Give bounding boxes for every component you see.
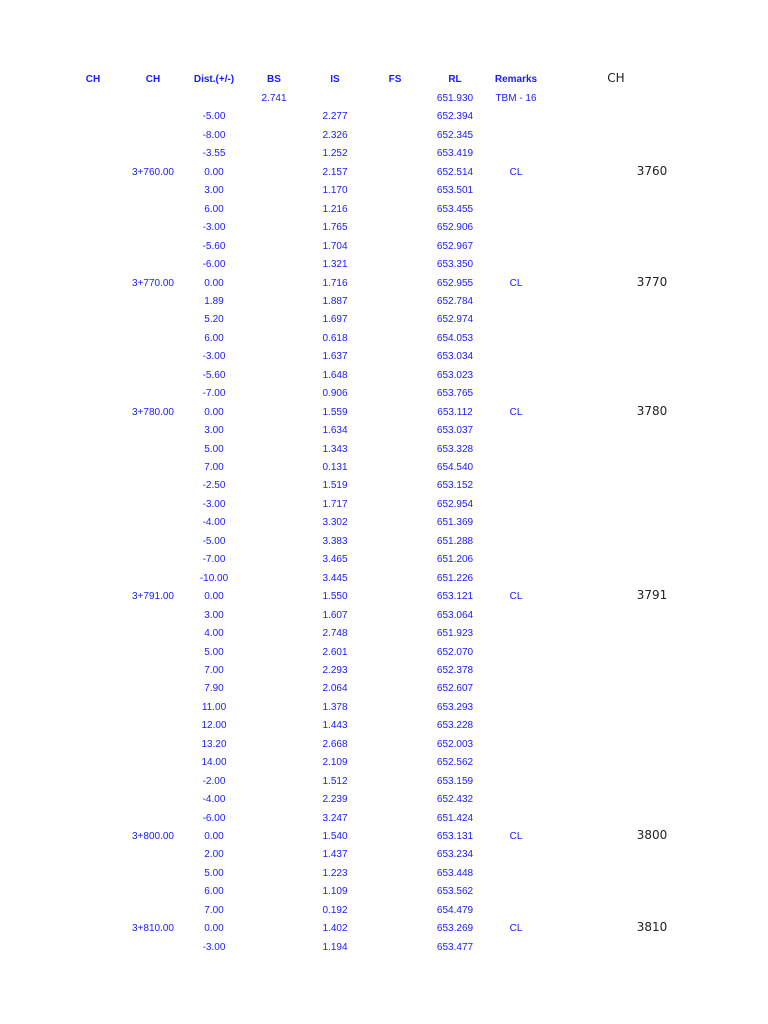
chainage-side-label: 3780: [636, 403, 668, 418]
distance-cell: 5.00: [204, 443, 224, 455]
is-cell: 1.437: [322, 849, 348, 861]
chainage-side-label: 3760: [636, 163, 668, 178]
table-row: [0, 588, 768, 609]
distance-cell: -3.00: [202, 351, 226, 363]
table-row: [0, 314, 768, 332]
distance-cell: -3.00: [202, 941, 226, 953]
distance-cell: -5.60: [202, 369, 226, 381]
table-row: [0, 702, 768, 720]
rl-cell: 653.328: [436, 443, 474, 455]
table-row: [0, 942, 768, 960]
header-dist: Dist.(+/-): [193, 74, 235, 85]
distance-cell: -6.00: [202, 812, 226, 824]
header-fs: FS: [388, 74, 402, 85]
distance-cell: 7.00: [204, 462, 224, 473]
is-cell: 0.618: [322, 332, 348, 344]
is-cell: 1.321: [322, 259, 348, 271]
rl-cell: 652.607: [436, 683, 474, 695]
rl-cell: 651.930: [436, 93, 474, 104]
table-row: [0, 920, 768, 941]
table-row: [0, 462, 768, 480]
rl-cell: 653.455: [436, 203, 474, 215]
header-ch-1: CH: [85, 74, 101, 85]
chainage-cell: 3+800.00: [132, 831, 174, 842]
table-row: [0, 444, 768, 462]
rl-cell: 652.784: [436, 295, 474, 307]
is-cell: 1.223: [322, 867, 348, 879]
is-cell: 2.277: [322, 111, 348, 123]
distance-cell: -4.00: [202, 517, 226, 529]
bs-cell: 2.741: [261, 93, 287, 104]
header-remarks: Remarks: [494, 74, 538, 85]
distance-cell: 7.00: [204, 904, 224, 916]
table-row: [0, 499, 768, 517]
table-row: [0, 241, 768, 259]
table-row: [0, 739, 768, 757]
is-cell: 2.326: [322, 129, 348, 141]
rl-cell: 651.288: [436, 535, 474, 547]
rl-cell: 652.345: [436, 129, 474, 141]
rl-cell: 653.121: [436, 591, 474, 603]
rl-cell: 654.053: [436, 332, 474, 344]
distance-cell: -5.60: [202, 240, 226, 252]
table-row: [0, 665, 768, 683]
chainage-side-label: 3810: [636, 920, 668, 935]
rl-cell: 653.152: [436, 480, 474, 492]
table-row: [0, 163, 768, 185]
table-row: [0, 647, 768, 665]
table-row: [0, 828, 768, 849]
distance-cell: -8.00: [202, 129, 226, 141]
is-cell: 1.443: [322, 720, 348, 732]
remarks-cell: CL: [509, 923, 523, 935]
is-cell: 1.765: [322, 222, 348, 234]
is-cell: 1.637: [322, 351, 348, 363]
table-row: [0, 849, 768, 867]
is-cell: 1.559: [322, 406, 348, 418]
is-cell: 3.445: [322, 572, 348, 584]
distance-cell: 7.90: [204, 683, 224, 695]
is-cell: 1.634: [322, 425, 348, 437]
rl-cell: 653.419: [436, 148, 474, 160]
table-row: [0, 403, 768, 425]
is-cell: 1.697: [322, 314, 348, 326]
table-row: [0, 370, 768, 388]
distance-cell: -4.00: [202, 794, 226, 806]
distance-cell: -2.50: [202, 480, 226, 492]
rl-cell: 654.540: [436, 462, 474, 473]
distance-cell: 0.00: [204, 591, 224, 603]
distance-cell: 3.00: [204, 609, 224, 621]
is-cell: 2.748: [322, 628, 348, 640]
is-cell: 0.906: [322, 388, 348, 400]
header-bs: BS: [267, 74, 281, 85]
header-ch-2: CH: [145, 74, 161, 85]
table-row: [0, 794, 768, 812]
rl-cell: 653.293: [436, 701, 474, 713]
table-row: [0, 720, 768, 738]
distance-cell: 2.00: [204, 849, 224, 861]
remarks-cell: CL: [509, 831, 523, 842]
header-ch-extra: CH: [607, 71, 625, 85]
is-cell: 2.064: [322, 683, 348, 695]
is-cell: 1.607: [322, 609, 348, 621]
table-row: [0, 610, 768, 628]
distance-cell: -3.55: [202, 148, 226, 160]
is-cell: 2.109: [322, 757, 348, 769]
is-cell: 1.648: [322, 369, 348, 381]
is-cell: 1.716: [322, 277, 348, 289]
table-row: [0, 93, 768, 111]
chainage-cell: 3+810.00: [132, 923, 174, 935]
rl-cell: 651.206: [436, 554, 474, 566]
table-row: [0, 868, 768, 886]
rl-cell: 653.131: [436, 831, 474, 842]
is-cell: 1.519: [322, 480, 348, 492]
table-row: [0, 628, 768, 646]
remarks-cell: CL: [509, 406, 523, 418]
distance-cell: 0.00: [204, 277, 224, 289]
chainage-cell: 3+760.00: [132, 166, 174, 178]
is-cell: 1.216: [322, 203, 348, 215]
distance-cell: -6.00: [202, 259, 226, 271]
rl-cell: 653.562: [436, 886, 474, 898]
distance-cell: 5.20: [204, 314, 224, 326]
is-cell: 0.131: [322, 462, 348, 473]
table-row: [0, 757, 768, 775]
rl-cell: 653.350: [436, 259, 474, 271]
is-cell: 1.550: [322, 591, 348, 603]
distance-cell: 6.00: [204, 332, 224, 344]
is-cell: 1.194: [322, 941, 348, 953]
is-cell: 1.540: [322, 831, 348, 842]
is-cell: 2.293: [322, 664, 348, 676]
rl-cell: 653.023: [436, 369, 474, 381]
distance-cell: -2.00: [202, 775, 226, 787]
table-row: [0, 204, 768, 222]
distance-cell: 14.00: [201, 757, 227, 769]
is-cell: 1.343: [322, 443, 348, 455]
rl-cell: 653.269: [436, 923, 474, 935]
is-cell: 1.704: [322, 240, 348, 252]
table-row: [0, 480, 768, 498]
is-cell: 1.402: [322, 923, 348, 935]
rl-cell: 652.394: [436, 111, 474, 123]
rl-cell: 653.159: [436, 775, 474, 787]
rl-cell: 652.432: [436, 794, 474, 806]
distance-cell: 1.89: [204, 295, 224, 307]
chainage-side-label: 3800: [636, 828, 668, 842]
is-cell: 3.465: [322, 554, 348, 566]
table-row: [0, 517, 768, 535]
rl-cell: 653.228: [436, 720, 474, 732]
distance-cell: 3.00: [204, 425, 224, 437]
table-row: [0, 222, 768, 240]
distance-cell: -5.00: [202, 111, 226, 123]
chainage-cell: 3+791.00: [132, 591, 174, 603]
rl-cell: 654.479: [436, 904, 474, 916]
distance-cell: -10.00: [199, 572, 229, 584]
table-row: [0, 296, 768, 314]
is-cell: 2.157: [322, 166, 348, 178]
is-cell: 2.668: [322, 738, 348, 750]
rl-cell: 653.501: [436, 185, 474, 197]
is-cell: 1.252: [322, 148, 348, 160]
table-row: [0, 886, 768, 904]
rl-cell: 652.974: [436, 314, 474, 326]
rl-cell: 651.424: [436, 812, 474, 824]
rl-cell: 652.954: [436, 498, 474, 510]
rl-cell: 652.003: [436, 738, 474, 750]
rl-cell: 652.070: [436, 646, 474, 658]
is-cell: 3.247: [322, 812, 348, 824]
rl-cell: 651.369: [436, 517, 474, 529]
chainage-side-label: 3770: [636, 274, 668, 289]
chainage-side-label: 3791: [636, 588, 668, 603]
is-cell: 1.512: [322, 775, 348, 787]
distance-cell: 6.00: [204, 203, 224, 215]
distance-cell: -3.00: [202, 498, 226, 510]
distance-cell: -5.00: [202, 535, 226, 547]
distance-cell: 5.00: [204, 646, 224, 658]
chainage-cell: 3+770.00: [132, 277, 174, 289]
remarks-cell: TBM - 16: [495, 93, 537, 104]
distance-cell: 0.00: [204, 166, 224, 178]
distance-cell: 0.00: [204, 831, 224, 842]
distance-cell: 5.00: [204, 867, 224, 879]
rl-cell: 651.226: [436, 572, 474, 584]
rl-cell: 653.037: [436, 425, 474, 437]
table-row: [0, 130, 768, 148]
table-row: [0, 111, 768, 129]
distance-cell: 11.00: [201, 701, 227, 713]
table-row: [0, 351, 768, 369]
table-row: [0, 554, 768, 572]
table-row: [0, 536, 768, 554]
rl-cell: 652.955: [436, 277, 474, 289]
rl-cell: 652.967: [436, 240, 474, 252]
chainage-cell: 3+780.00: [132, 406, 174, 418]
distance-cell: 12.00: [201, 720, 227, 732]
distance-cell: 0.00: [204, 406, 224, 418]
distance-cell: 3.00: [204, 185, 224, 197]
rl-cell: 653.112: [437, 406, 473, 418]
rl-cell: 652.906: [436, 222, 474, 234]
distance-cell: 7.00: [204, 664, 224, 676]
distance-cell: -7.00: [202, 388, 226, 400]
distance-cell: 6.00: [204, 886, 224, 898]
is-cell: 1.378: [322, 701, 348, 713]
remarks-cell: CL: [509, 277, 523, 289]
is-cell: 3.302: [322, 517, 348, 529]
is-cell: 3.383: [322, 535, 348, 547]
rl-cell: 653.448: [436, 867, 474, 879]
distance-cell: 4.00: [204, 628, 224, 640]
is-cell: 0.192: [322, 904, 348, 916]
distance-cell: -3.00: [202, 222, 226, 234]
rl-cell: 653.234: [436, 849, 474, 861]
is-cell: 1.887: [322, 295, 348, 307]
table-row: [0, 683, 768, 701]
rl-cell: 652.378: [436, 664, 474, 676]
table-row: [0, 274, 768, 296]
remarks-cell: CL: [509, 591, 523, 603]
table-row: [0, 185, 768, 203]
header-rl: RL: [448, 74, 462, 85]
rl-cell: 653.064: [436, 609, 474, 621]
is-cell: 1.109: [322, 886, 348, 898]
distance-cell: 13.20: [201, 738, 227, 750]
table-row: [0, 425, 768, 443]
is-cell: 2.239: [322, 794, 348, 806]
is-cell: 2.601: [322, 646, 348, 658]
distance-cell: 0.00: [204, 923, 224, 935]
distance-cell: -7.00: [202, 554, 226, 566]
is-cell: 1.717: [322, 498, 348, 510]
table-row: [0, 333, 768, 351]
rl-cell: 652.514: [436, 166, 474, 178]
header-is: IS: [330, 74, 340, 85]
rl-cell: 652.562: [436, 757, 474, 769]
rl-cell: 653.765: [436, 388, 474, 400]
table-row: [0, 776, 768, 794]
is-cell: 1.170: [322, 185, 348, 197]
rl-cell: 651.923: [436, 628, 474, 640]
remarks-cell: CL: [509, 166, 523, 178]
rl-cell: 653.034: [436, 351, 474, 363]
rl-cell: 653.477: [436, 941, 474, 953]
